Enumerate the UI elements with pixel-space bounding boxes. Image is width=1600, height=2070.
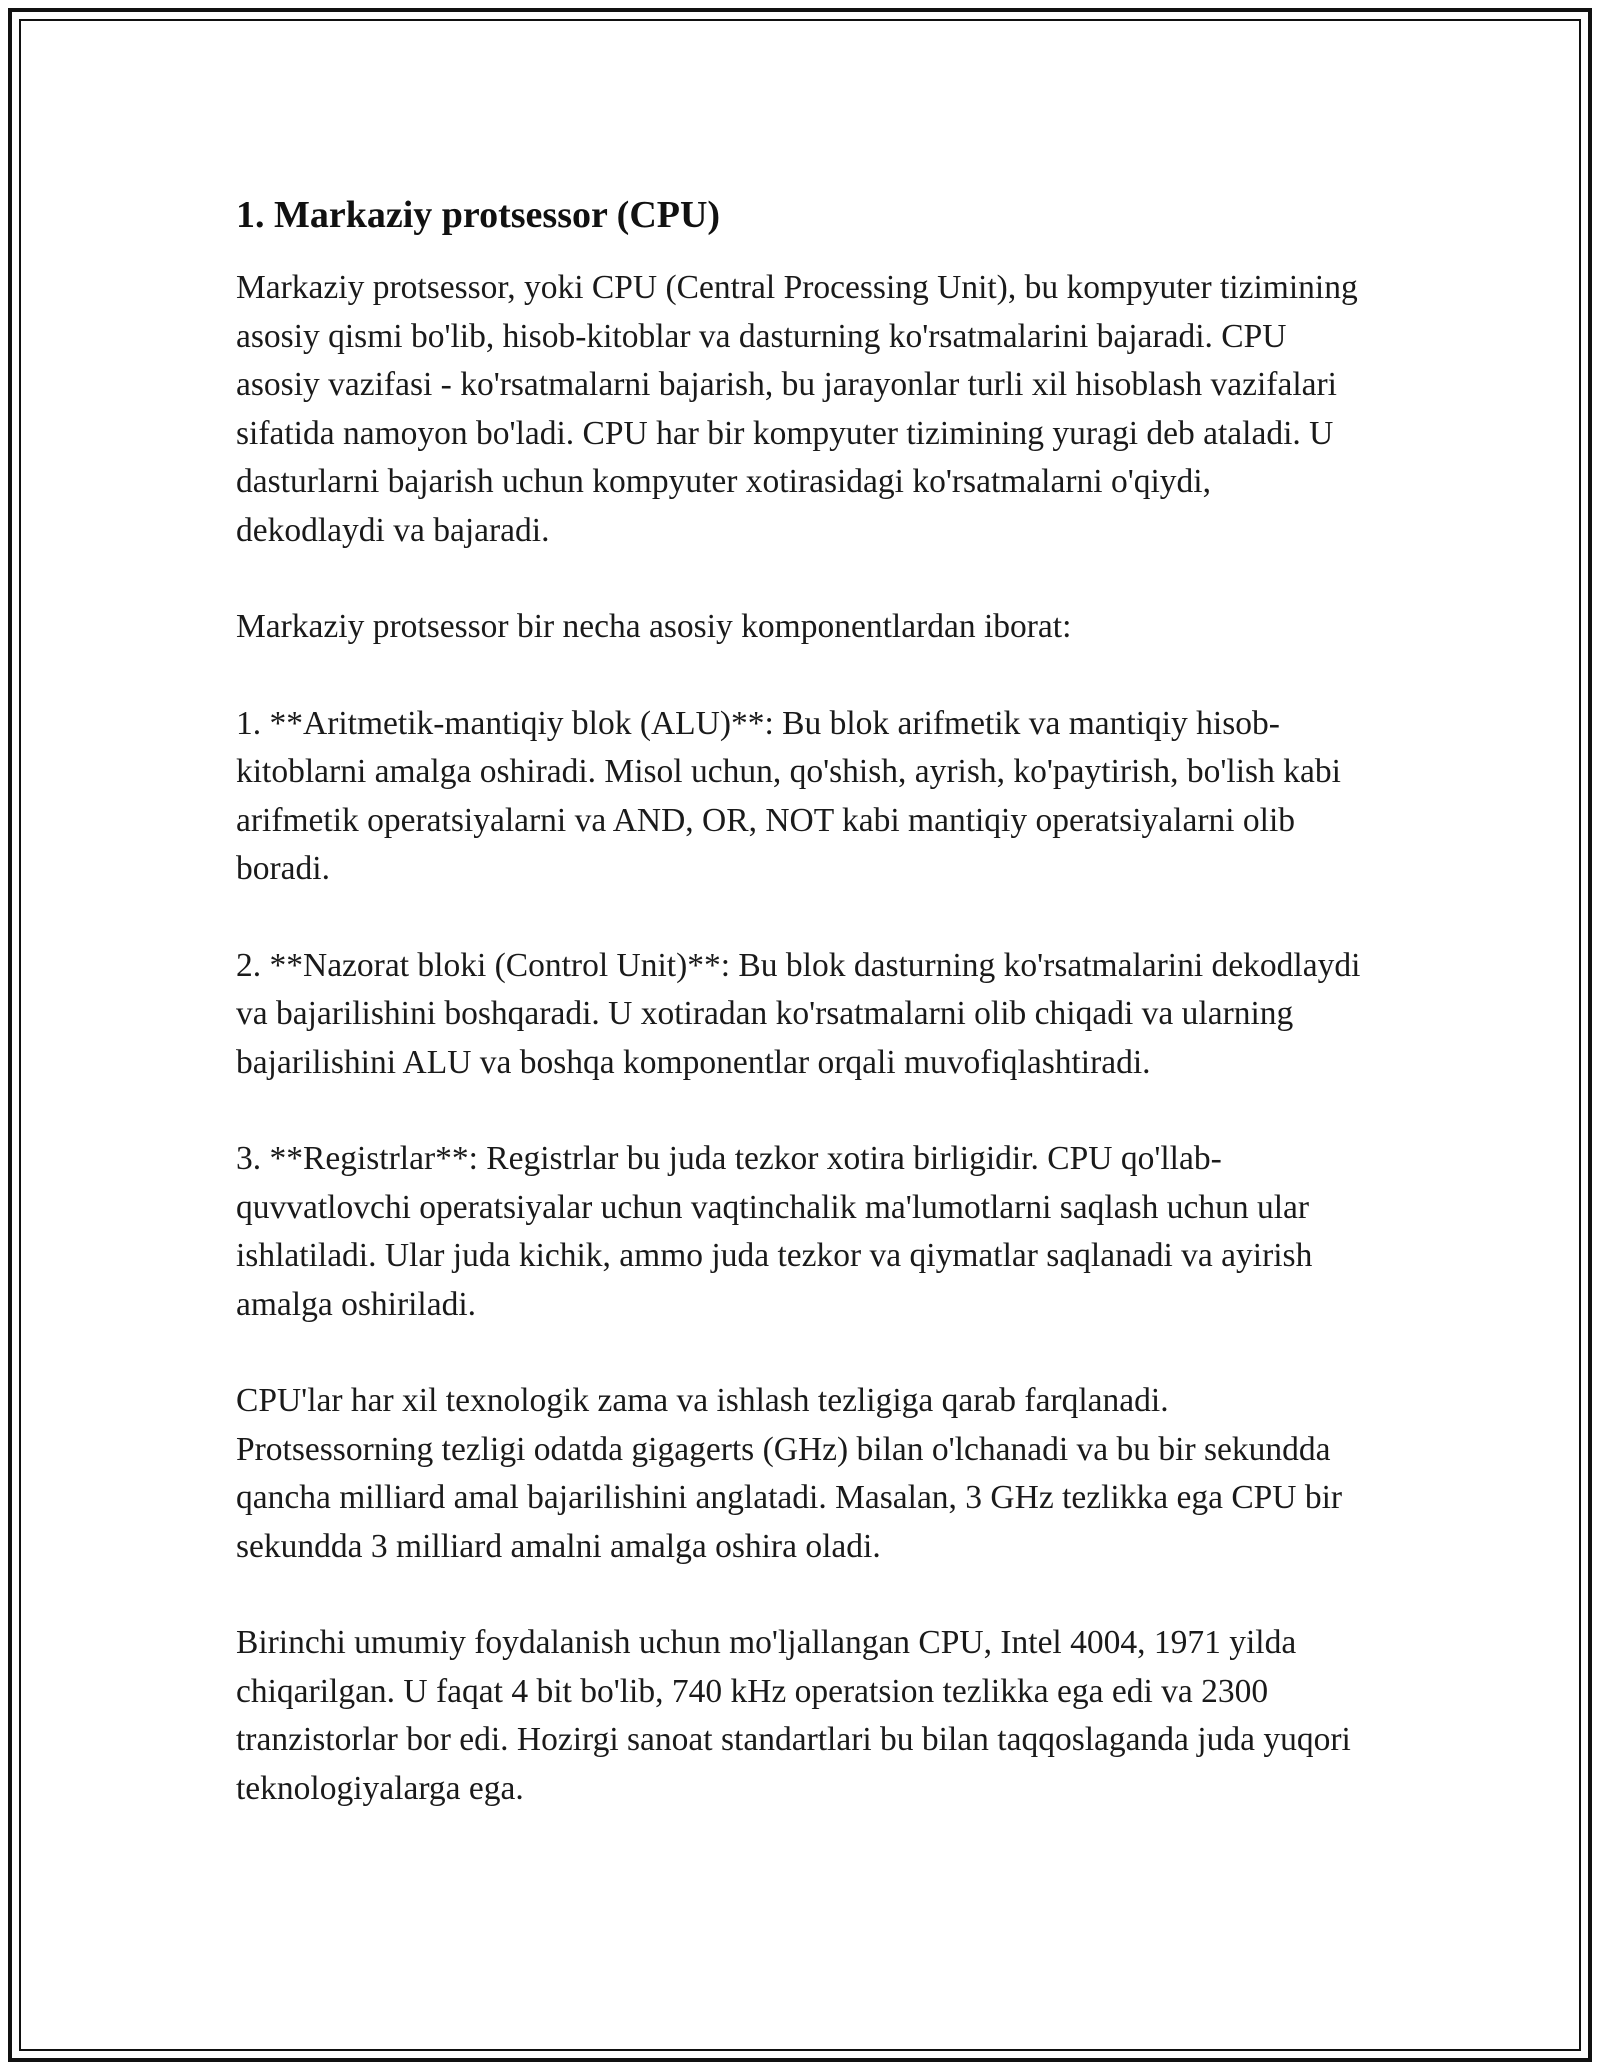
document-body — [236, 192, 1366, 1861]
paragraph-control-unit: 2. **Nazorat bloki (Control Unit)**: Bu blok dasturning ko'rsatmalarini dekodlaydi va bajarilishini boshqaradi. U xotiradan ko'rsatmalarni olib chiqadi va ularning bajarilishini ALU va boshqa komponentlar orqali muvofiqlashtiradi. — [236, 946, 1361, 1081]
paragraph-cpu-speed: CPU'lar har xil texnologik zama va ishlash tezligiga qarab farqlanadi. Protsessorning tezligi odatda gigagerts (GHz) bilan o'lchanadi va bu bir sekundda qancha milliard amal bajarilishini anglatadi. Masalan, 3 GHz tezlikka ega CPU bir sekundda 3 milliard amalni amalga oshira oladi. — [236, 1382, 1343, 1565]
paragraph-registers: 3. **Registrlar**: Registrlar bu juda tezkor xotira birligidir. CPU qo'llab-quvvatlovchi operatsiyalar uchun vaqtinchalik ma'lumotlarni saqlash uchun ular ishlatiladi. Ular juda kichik, ammo juda tezkor va qiymatlar saqlanadi va ayirish amalga oshiriladi. — [236, 1140, 1313, 1323]
paragraph-intel-4004: Birinchi umumiy foydalanish uchun mo'ljallangan CPU, Intel 4004, 1971 yilda chiqarilgan. U faqat 4 bit bo'lib, 740 kHz operatsion tezlikka ega edi va 2300 tranzistorlar bor edi. Hozirgi sanoat standartlari bu bilan taqqoslaganda juda yuqori teknologiyalarga ega. — [236, 1624, 1351, 1807]
paragraph-alu: 1. **Aritmetik-mantiqiy blok (ALU)**: Bu blok arifmetik va mantiqiy hisob-kitoblarni amalga oshiradi. Misol uchun, qo'shish, ayrish, ko'paytirish, bo'lish kabi arifmetik operatsiyalarni va AND, OR, NOT kabi mantiqiy operatsiyalarni olib boradi. — [236, 704, 1341, 887]
paragraph-components-intro: Markaziy protsessor bir necha asosiy komponentlardan iborat: — [236, 608, 1072, 645]
section-heading: 1. Markaziy protsessor (CPU) — [236, 194, 721, 236]
paragraph-cpu-definition: Markaziy protsessor, yoki CPU (Central Processing Unit), bu kompyuter tizimining asosiy qismi bo'lib, hisob-kitoblar va dasturning ko'rsatmalarini bajaradi. CPU asosiy vazifasi - ko'rsatmalarni bajarish, bu jarayonlar turli xil hisoblash vazifalari sifatida namoyon bo'ladi. CPU har bir kompyuter tizimining yuragi deb ataladi. U dasturlarni bajarish uchun kompyuter xotirasidagi ko'rsatmalarni o'qiydi, dekodlaydi va bajaradi. — [236, 269, 1358, 549]
